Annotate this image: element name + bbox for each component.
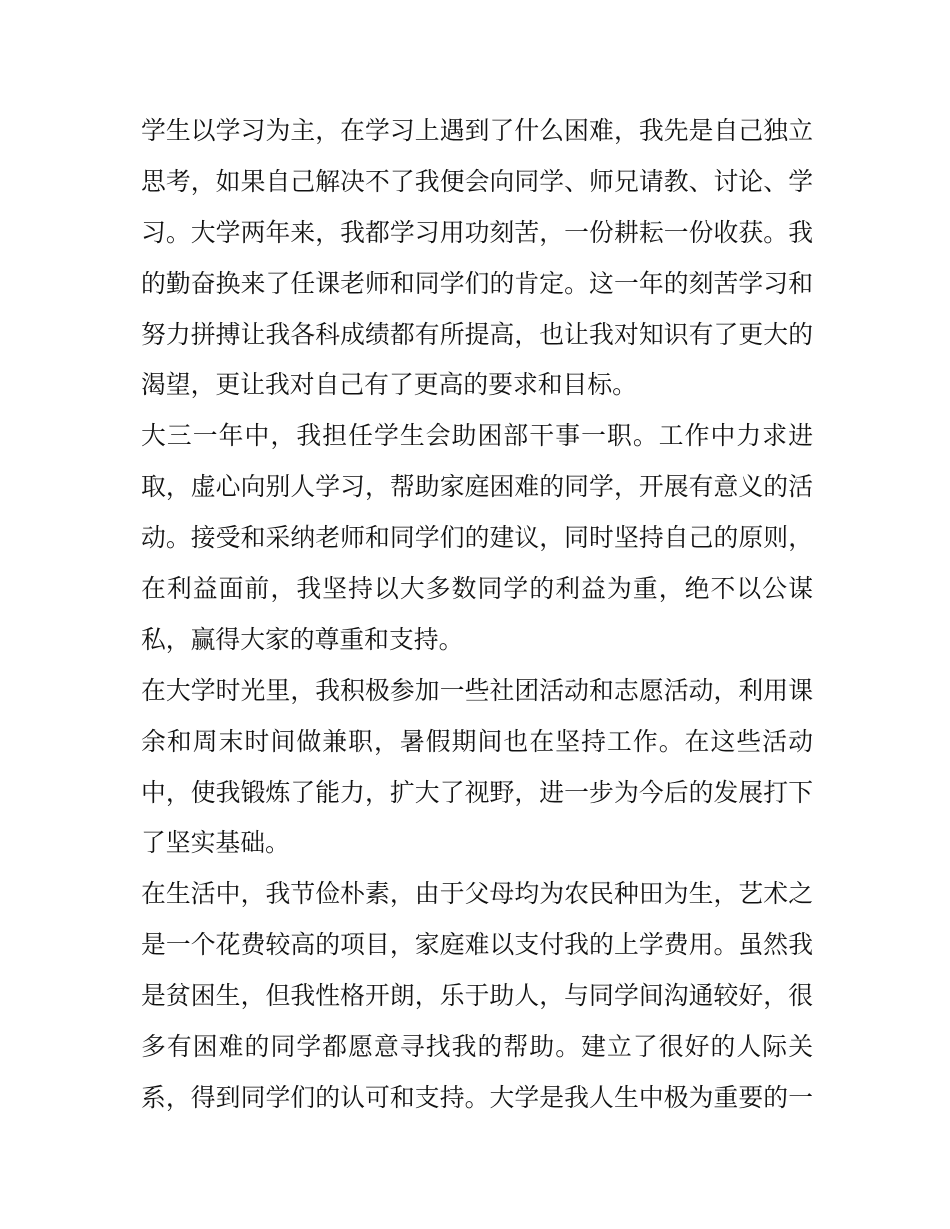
- text-line: 在利益面前，我坚持以大多数同学的利益为重，绝不以公谋: [141, 574, 813, 604]
- text-line: 习。大学两年来，我都学习用功刻苦，一份耕耘一份收获。我: [141, 217, 813, 247]
- text-line: 大三一年中，我担任学生会助困部干事一职。工作中力求进: [141, 421, 813, 451]
- text-line: 动。接受和采纳老师和同学们的建议，同时坚持自己的原则，: [141, 523, 813, 553]
- paragraph-activities: [141, 666, 813, 870]
- text-line: 学生以学习为主，在学习上遇到了什么困难，我先是自己独立: [141, 116, 813, 145]
- text-line: 余和周末时间做兼职，暑假期间也在坚持工作。在这些活动: [141, 726, 813, 756]
- paragraph-life: [141, 869, 813, 1123]
- paragraph-study: [141, 106, 813, 411]
- text-line: 是一个花费较高的项目，家庭难以支付我的上学费用。虽然我: [141, 930, 813, 960]
- text-line: 系，得到同学们的认可和支持。大学是我人生中极为重要的一: [141, 1082, 813, 1112]
- text-line: 的勤奋换来了任课老师和同学们的肯定。这一年的刻苦学习和: [141, 268, 813, 298]
- text-line: 中，使我锻炼了能力，扩大了视野，进一步为今后的发展打下: [141, 777, 813, 807]
- text-line: 渴望，更让我对自己有了更高的要求和目标。: [141, 370, 637, 400]
- text-line: 了坚实基础。: [141, 828, 290, 858]
- text-line: 思考，如果自己解决不了我便会向同学、师兄请教、讨论、学: [141, 166, 813, 196]
- text-line: 取，虚心向别人学习，帮助家庭困难的同学，开展有意义的活: [141, 472, 813, 502]
- text-line: 努力拼搏让我各科成绩都有所提高，也让我对知识有了更大的: [141, 319, 813, 349]
- text-line: 是贫困生，但我性格开朗，乐于助人，与同学间沟通较好，很: [141, 981, 813, 1011]
- text-line: 多有困难的同学都愿意寻找我的帮助。建立了很好的人际关: [141, 1032, 813, 1062]
- document-body: [141, 106, 813, 1124]
- text-line: 在大学时光里，我积极参加一些社团活动和志愿活动，利用课: [141, 675, 813, 705]
- text-line: 私，赢得大家的尊重和支持。: [141, 624, 464, 654]
- paragraph-student-union: [141, 411, 813, 665]
- text-line: 在生活中，我节俭朴素，由于父母均为农民种田为生，艺术之: [141, 879, 813, 909]
